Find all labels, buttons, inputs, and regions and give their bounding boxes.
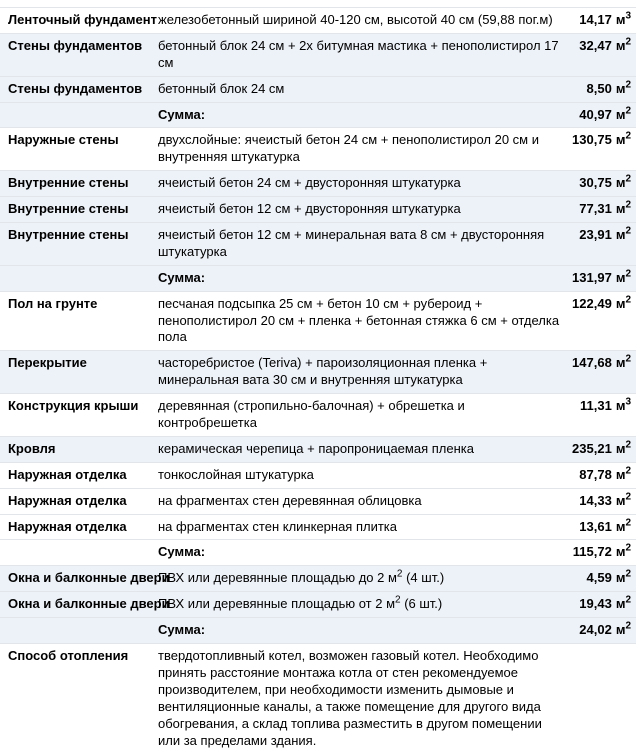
row-value-number: 87,78 — [579, 466, 612, 482]
row-description — [158, 566, 560, 591]
row-description-tail: (4 шт.) — [402, 570, 445, 586]
table-row — [0, 393, 636, 436]
row-value-number: 130,75 — [572, 132, 612, 148]
row-label: Кровля — [8, 440, 56, 456]
row-value-unit-superscript: 2 — [625, 465, 631, 477]
row-value-unit: м — [615, 440, 626, 456]
row-description-text: Сумма: — [158, 106, 206, 122]
row-value-unit-superscript: 2 — [625, 569, 631, 581]
table-sum-row — [0, 617, 636, 643]
specifications-table — [0, 7, 636, 753]
row-value-unit-superscript: 2 — [625, 354, 631, 366]
row-value-unit: м — [615, 295, 626, 311]
row-value-unit-superscript: 2 — [625, 173, 631, 185]
table-row — [0, 7, 636, 33]
table-row — [0, 565, 636, 591]
row-value-unit-superscript: 3 — [625, 10, 631, 22]
row-value-number: 147,68 — [572, 355, 612, 371]
row-description-text: деревянная (стропильно-балочная) + обрешетка и контробрешетка — [158, 398, 465, 431]
row-value — [560, 171, 636, 196]
row-description — [158, 463, 560, 488]
row-value-unit: м — [615, 570, 626, 586]
row-value-unit: м — [615, 37, 626, 53]
table-row — [0, 76, 636, 102]
row-value-unit-superscript: 2 — [625, 517, 631, 529]
row-description-text: ПВХ или деревянные площадью до 2 м — [158, 570, 397, 586]
row-value-unit-superscript: 2 — [625, 36, 631, 48]
row-value-number: 11,31 — [579, 398, 612, 414]
row-value-number: 19,43 — [579, 596, 612, 612]
row-value — [560, 8, 636, 33]
row-value-unit: м — [615, 201, 626, 217]
table-sum-row — [0, 539, 636, 565]
row-value-number: 14,33 — [579, 492, 612, 508]
row-description-text: Сумма: — [158, 622, 206, 638]
table-row — [0, 222, 636, 265]
row-description — [158, 515, 560, 540]
row-description — [158, 103, 560, 128]
row-value — [560, 394, 636, 419]
row-value-number: 14,17 — [579, 12, 612, 27]
row-value-number: 24,02 — [579, 622, 612, 638]
row-description-text: керамическая черепица + паропроницаемая пленка — [158, 440, 474, 456]
row-value-number: 13,61 — [579, 518, 612, 534]
row-value-unit: м — [615, 544, 626, 560]
row-description — [158, 77, 560, 102]
row-value — [560, 592, 636, 617]
row-value-unit-superscript: 2 — [625, 225, 631, 237]
row-value — [560, 463, 636, 488]
row-label: Окна и балконные двери — [8, 570, 170, 586]
row-value — [560, 266, 636, 291]
row-description-text: железобетонный шириной 40-120 см, высотой 40 см (59,88 пог.м) — [158, 12, 553, 27]
row-value-unit-superscript: 2 — [625, 79, 631, 91]
row-description — [158, 34, 560, 76]
row-value-number: 131,97 — [572, 269, 612, 285]
row-value-unit: м — [615, 269, 626, 285]
row-value — [560, 223, 636, 248]
row-value-unit: м — [615, 596, 626, 612]
table-row — [0, 291, 636, 351]
row-value-unit: м — [615, 175, 626, 191]
row-label — [0, 266, 158, 274]
table-row — [0, 643, 636, 753]
row-description-text: двухслойные: ячеистый бетон 24 см + пенополистирол 20 см и внутренняя штукатурка — [158, 132, 539, 165]
row-description-tail: (6 шт.) — [400, 596, 443, 612]
table-row — [0, 436, 636, 462]
row-description — [158, 489, 560, 514]
row-label: Способ отопления — [8, 648, 129, 664]
row-value-unit-superscript: 2 — [625, 105, 631, 117]
row-value-unit: м — [615, 492, 626, 508]
row-label: Наружная отделка — [8, 492, 127, 508]
row-description — [158, 197, 560, 222]
row-description — [158, 223, 560, 265]
row-value-number: 122,49 — [572, 295, 612, 311]
row-description — [158, 351, 560, 393]
row-label: Ленточный фундамент — [8, 12, 157, 27]
row-value — [560, 515, 636, 540]
row-description-text: на фрагментах стен деревянная облицовка — [158, 492, 422, 508]
table-row — [0, 196, 636, 222]
row-description-text: твердотопливный котел, возможен газовый котел. Необходимо принять расстояние монтажа котла от стен рекомендуемое производителем, при необходимости изменить дымовые и вентиляционные каналы, а также помещение для другого вида обогревания, а склад топлива разместить в другом помещении или за пределами здания. — [158, 648, 542, 748]
table-row — [0, 127, 636, 170]
row-label — [0, 540, 158, 548]
table-row — [0, 591, 636, 617]
row-label: Окна и балконные двери — [8, 596, 170, 612]
row-description-text: Сумма: — [158, 269, 206, 285]
row-description-text: ячеистый бетон 12 см + двусторонняя штукатурка — [158, 201, 461, 217]
row-value-unit-superscript: 2 — [625, 199, 631, 211]
row-description-text: ячеистый бетон 12 см + минеральная вата 8 см + двусторонняя штукатурка — [158, 227, 545, 259]
table-row — [0, 350, 636, 393]
row-value-unit: м — [615, 80, 626, 96]
row-description — [158, 128, 560, 170]
row-description-superscript: 2 — [395, 594, 401, 606]
row-label — [0, 618, 158, 626]
row-value-unit: м — [615, 132, 626, 148]
row-value-number: 30,75 — [579, 175, 612, 191]
row-value-unit: м — [615, 106, 626, 122]
row-value-unit: м — [615, 227, 626, 243]
row-description — [158, 540, 560, 565]
row-description — [158, 292, 560, 351]
row-description — [158, 644, 560, 753]
row-value — [560, 618, 636, 643]
row-label: Конструкция крыши — [8, 398, 139, 414]
table-sum-row — [0, 265, 636, 291]
row-description-text: ПВХ или деревянные площадью от 2 м — [158, 596, 396, 612]
row-description — [158, 592, 560, 617]
row-label: Наружная отделка — [8, 466, 127, 482]
row-value — [560, 437, 636, 462]
row-value-number: 235,21 — [572, 440, 612, 456]
row-value-unit: м — [615, 518, 626, 534]
row-value-number: 8,50 — [586, 80, 612, 96]
row-label: Внутренние стены — [8, 227, 129, 243]
row-value-number: 40,97 — [579, 106, 612, 122]
table-row — [0, 488, 636, 514]
row-description-superscript: 2 — [396, 569, 403, 581]
row-value — [560, 128, 636, 153]
row-label: Перекрытие — [8, 355, 87, 371]
row-label: Внутренние стены — [8, 201, 129, 217]
row-description — [158, 437, 560, 462]
row-value-unit: м — [615, 398, 626, 414]
row-description — [158, 171, 560, 196]
row-value — [560, 197, 636, 222]
row-description — [158, 394, 560, 436]
row-value-number: 23,91 — [579, 227, 612, 243]
row-value — [560, 77, 636, 102]
row-value-unit: м — [615, 622, 626, 638]
row-value-unit: м — [615, 466, 626, 482]
row-value-unit-superscript: 2 — [625, 620, 631, 632]
row-value-unit-superscript: 2 — [625, 594, 631, 606]
row-description — [158, 618, 560, 643]
row-value — [560, 540, 636, 565]
row-description-text: ячеистый бетон 24 см + двусторонняя штукатурка — [158, 175, 461, 191]
row-value-unit-superscript: 2 — [625, 131, 631, 143]
table-row — [0, 514, 636, 540]
table-sum-row — [0, 102, 636, 128]
row-description-text: бетонный блок 24 см + 2х битумная мастика + пенополистирол 17 см — [158, 37, 559, 70]
row-description-text: Сумма: — [158, 544, 206, 560]
row-value-number: 115,72 — [572, 544, 612, 560]
row-description-text: тонкослойная штукатурка — [158, 466, 314, 482]
row-value — [560, 489, 636, 514]
row-value — [560, 351, 636, 376]
row-value-unit: м — [615, 12, 626, 27]
table-row — [0, 33, 636, 76]
row-value — [560, 103, 636, 128]
row-value-unit-superscript: 2 — [625, 268, 631, 280]
row-label: Наружные стены — [8, 132, 119, 148]
row-value-unit: м — [615, 355, 626, 371]
row-label: Внутренние стены — [8, 175, 129, 191]
row-value-number: 4,59 — [586, 570, 612, 586]
row-description — [158, 266, 560, 291]
row-description-text: на фрагментах стен клинкерная плитка — [158, 518, 398, 534]
row-description-text: часторебристое (Teriva) + пароизоляционная пленка + минеральная вата 30 см и внутренняя штукатурка — [158, 355, 488, 388]
row-description-text: песчаная подсыпка 25 см + бетон 10 см + рубероид + пенополистирол 20 см + пленка + бетонная стяжка 6 см + отделка пола — [158, 295, 560, 345]
row-description-text: бетонный блок 24 см — [158, 80, 285, 96]
row-label: Стены фундаментов — [8, 37, 143, 53]
row-value-unit-superscript: 2 — [625, 491, 631, 503]
table-row — [0, 462, 636, 488]
table-row — [0, 170, 636, 196]
row-label: Наружная отделка — [8, 518, 127, 534]
row-label: Пол на грунте — [8, 295, 98, 311]
row-label: Стены фундаментов — [8, 80, 143, 96]
row-value — [560, 292, 636, 317]
row-value — [560, 34, 636, 59]
row-value-unit-superscript: 2 — [625, 439, 631, 451]
row-value — [560, 644, 636, 669]
row-value-number: 32,47 — [579, 37, 612, 53]
row-label — [0, 103, 158, 111]
row-value-unit-superscript: 3 — [625, 396, 631, 408]
row-value — [560, 566, 636, 591]
row-value-unit-superscript: 2 — [625, 294, 631, 306]
row-value-unit-superscript: 2 — [625, 543, 631, 555]
row-value-number: 77,31 — [579, 201, 612, 217]
row-description — [158, 8, 560, 33]
